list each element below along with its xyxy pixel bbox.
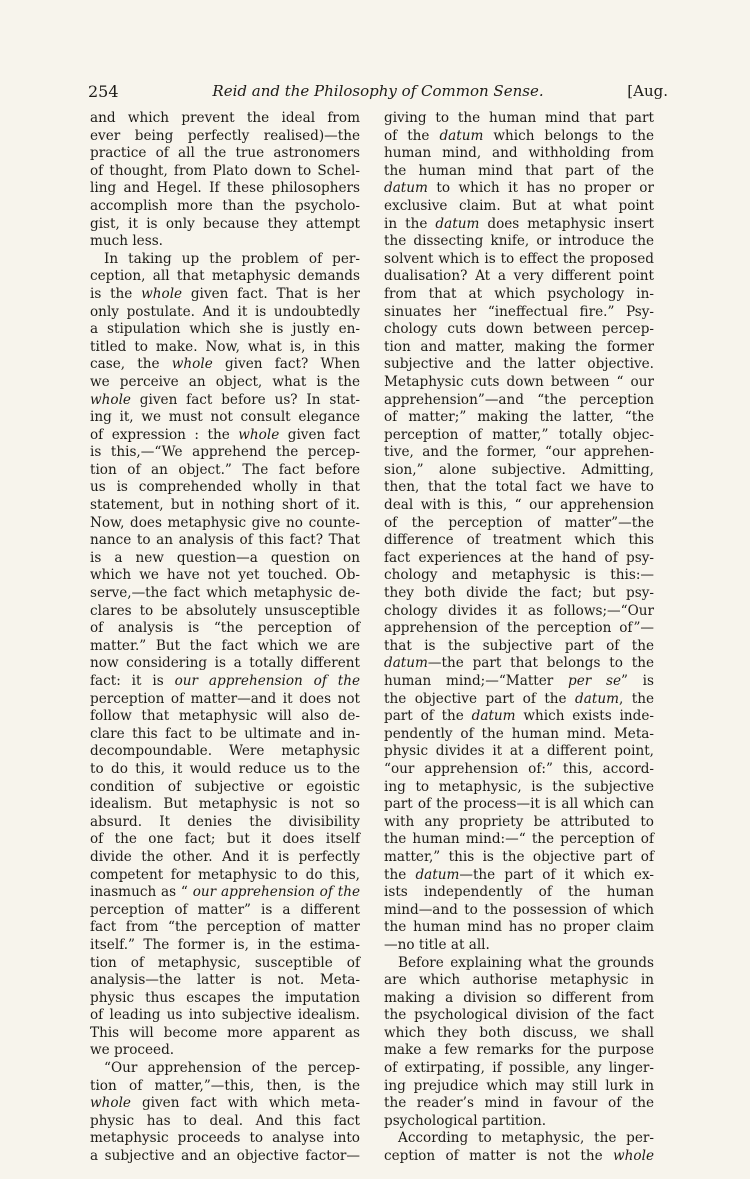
- text-line: —no title at all.: [384, 936, 490, 953]
- text-line: fact experiences at the hand of psy-: [384, 549, 654, 566]
- page-header: [88, 82, 668, 104]
- text-line: of leading us into subjective idealism.: [90, 1007, 360, 1024]
- text-line: giving to the human mind that part: [384, 110, 654, 126]
- text-line: fact from “the perception of matter: [90, 919, 360, 936]
- text-line: make a few remarks for the purpose: [384, 1042, 654, 1059]
- text-line: of extirpating, if possible, any linger-: [384, 1060, 654, 1077]
- text-line: “our apprehension of:” this, accord-: [384, 760, 654, 777]
- text-line: are which authorise metaphysic in: [384, 972, 654, 989]
- text-line: divide the other. And it is perfectly: [90, 848, 360, 865]
- text-line: part of the datum which exists inde-: [384, 708, 654, 725]
- text-line: apprehension of the perception of”—: [384, 620, 654, 637]
- text-line: a stipulation which she is justly en-: [90, 321, 360, 338]
- text-line: perception of matter,” totally objec-: [384, 426, 654, 443]
- text-line: dualisation? At a very different point: [384, 268, 654, 285]
- text-line: whole given fact before us? In stat-: [90, 391, 360, 408]
- text-line: which we have not yet touched. Ob-: [90, 567, 360, 584]
- text-line: solvent which is to effect the proposed: [384, 250, 654, 267]
- text-line: pendently of the human mind. Meta-: [384, 725, 654, 742]
- text-line: the human mind that part of the: [384, 162, 654, 179]
- text-line: much less.: [90, 233, 164, 250]
- text-line: metaphysic proceeds to analyse into: [90, 1130, 360, 1147]
- text-line: with any propriety be attributed to: [384, 813, 654, 830]
- text-line: from that at which psychology in-: [384, 285, 654, 302]
- text-line: the dissecting knife, or introduce the: [384, 233, 654, 250]
- text-line: “Our apprehension of the percep-: [104, 1060, 360, 1077]
- text-line: ever being perfectly realised)—the: [90, 127, 360, 144]
- text-line: human mind, and withholding from: [384, 145, 654, 162]
- text-line: is a new question—a question on: [90, 549, 360, 566]
- issue-month: [Aug.: [627, 82, 668, 100]
- text-line: chology divides it as follows;—“Our: [384, 602, 654, 619]
- text-line: analysis—the latter is not. Meta-: [90, 972, 360, 989]
- text-line: physic thus escapes the imputation: [90, 989, 360, 1006]
- text-line: tion of metaphysic, susceptible of: [90, 954, 360, 971]
- text-line: Before explaining what the grounds: [398, 954, 654, 971]
- text-line: tion of matter,”—this, then, is the: [90, 1077, 360, 1094]
- text-line: idealism. But metaphysic is not so: [90, 796, 360, 813]
- page-number: 254: [88, 82, 119, 101]
- text-line: ists independently of the human: [384, 884, 654, 901]
- text-line: human mind;—“Matter per se” is: [384, 673, 654, 689]
- text-line: physic divides it at a different point,: [384, 743, 654, 760]
- text-line: chology and metaphysic is this:—: [384, 567, 654, 584]
- text-line: ing it, we must not consult elegance: [90, 409, 360, 426]
- text-line: the reader’s mind in favour of the: [384, 1095, 654, 1112]
- text-line: of matter;” making the latter, “the: [384, 409, 654, 426]
- running-title: Reid and the Philosophy of Common Sense.: [212, 82, 544, 100]
- text-line: of the perception of matter”—the: [384, 514, 654, 531]
- text-line: Now, does metaphysic give no counte-: [90, 514, 360, 531]
- text-line: deal with is this, “ our apprehension: [384, 497, 654, 514]
- text-line: ception of matter is not the whole: [384, 1148, 654, 1165]
- text-line: is the whole given fact. That is her: [90, 285, 360, 302]
- text-line: perception of matter” is a different: [90, 901, 360, 918]
- text-line: perception of matter—and it does not: [90, 690, 360, 707]
- text-line: ception, all that metaphysic demands: [90, 268, 360, 285]
- text-line: ing prejudice which may still lurk in: [384, 1077, 654, 1094]
- text-line: itself.” The former is, in the estima-: [90, 936, 360, 953]
- text-line: of expression : the whole given fact: [90, 426, 360, 443]
- text-line: sinuates her “ineffectual fire.” Psy-: [384, 303, 654, 320]
- text-line: the human mind:—“ the perception of: [384, 831, 654, 848]
- text-line: clares to be absolutely unsusceptible: [90, 602, 360, 619]
- text-line: part of the process—it is all which can: [384, 796, 654, 813]
- text-line: of analysis is “the perception of: [90, 620, 360, 637]
- text-line: to do this, it would reduce us to the: [90, 760, 360, 777]
- text-line: clare this fact to be ultimate and in-: [90, 725, 360, 742]
- text-line: matter.” But the fact which we are: [90, 637, 360, 654]
- text-line: Metaphysic cuts down between “ our: [384, 373, 654, 390]
- text-line: of thought, from Plato down to Schel-: [90, 162, 360, 179]
- text-line: ing to metaphysic, is the subjective: [384, 778, 654, 795]
- text-line: datum to which it has no proper or: [384, 180, 654, 197]
- text-line: then, that the total fact we have to: [384, 479, 654, 496]
- text-line: nance to an analysis of this fact? That: [90, 532, 360, 549]
- text-line: tion of an object.” The fact before: [90, 461, 360, 478]
- text-line: condition of subjective or egoistic: [90, 778, 360, 795]
- text-line: decompoundable. Were metaphysic: [90, 743, 360, 760]
- text-line: According to metaphysic, the per-: [398, 1130, 654, 1147]
- left-column: [90, 110, 360, 1166]
- text-line: ling and Hegel. If these philosophers: [90, 180, 360, 197]
- text-line: of the datum which belongs to the: [384, 127, 654, 144]
- right-column: [384, 110, 654, 1166]
- text-line: psychological partition.: [384, 1112, 547, 1129]
- text-line: difference of treatment which this: [384, 532, 654, 549]
- text-line: fact: it is our apprehension of the: [90, 673, 361, 689]
- text-line: whole given fact with which meta-: [90, 1095, 360, 1112]
- text-line: datum—the part that belongs to the: [384, 655, 654, 672]
- text-line: inasmuch as “ our apprehension of the: [90, 884, 360, 901]
- text-line: serve,—the fact which metaphysic de-: [90, 585, 360, 602]
- text-line: subjective and the latter objective.: [384, 356, 654, 373]
- text-line: making a division so different from: [384, 989, 654, 1006]
- text-line: statement, but in nothing short of it.: [90, 497, 360, 514]
- text-line: we perceive an object, what is the: [90, 373, 360, 390]
- text-line: accomplish more than the psycholo-: [90, 197, 360, 214]
- text-line: case, the whole given fact? When: [90, 356, 360, 373]
- text-line: apprehension”—and “the perception: [384, 391, 654, 408]
- text-line: This will become more apparent as: [90, 1024, 360, 1041]
- text-line: physic has to deal. And this fact: [90, 1112, 360, 1129]
- text-line: chology cuts down between percep-: [384, 321, 654, 338]
- text-line: we proceed.: [90, 1042, 175, 1059]
- text-line: tion and matter, making the former: [384, 338, 654, 355]
- text-line: they both divide the fact; but psy-: [384, 585, 654, 602]
- text-line: us is comprehended wholly in that: [90, 479, 360, 496]
- text-line: the objective part of the datum, the: [384, 690, 654, 707]
- text-line: a subjective and an objective factor—: [90, 1148, 360, 1165]
- text-line: is this,—“We apprehend the percep-: [90, 444, 360, 461]
- text-line: in the datum does metaphysic insert: [384, 215, 654, 232]
- text-line: and which prevent the ideal from: [90, 110, 360, 126]
- text-line: that is the subjective part of the: [384, 637, 654, 654]
- text-line: absurd. It denies the divisibility: [90, 813, 360, 830]
- text-line: In taking up the problem of per-: [104, 250, 360, 267]
- text-line: exclusive claim. But at what point: [384, 197, 654, 214]
- text-line: practice of all the true astronomers: [90, 145, 360, 162]
- text-line: tive, and the former, “our apprehen-: [384, 444, 654, 461]
- text-line: only postulate. And it is undoubtedly: [90, 303, 360, 320]
- text-line: the datum—the part of it which ex-: [384, 866, 654, 883]
- text-line: sion,” alone subjective. Admitting,: [384, 461, 654, 478]
- text-line: competent for metaphysic to do this,: [90, 866, 360, 883]
- text-line: of the one fact; but it does itself: [90, 831, 360, 848]
- text-line: which they both discuss, we shall: [384, 1024, 654, 1041]
- text-line: gist, it is only because they attempt: [90, 215, 360, 232]
- text-line: matter,” this is the objective part of: [384, 848, 654, 865]
- text-line: mind—and to the possession of which: [384, 901, 654, 918]
- text-line: follow that metaphysic will also de-: [90, 708, 360, 725]
- text-line: the human mind has no proper claim: [384, 919, 654, 936]
- text-line: titled to make. Now, what is, in this: [90, 338, 360, 355]
- text-line: the psychological division of the fact: [384, 1007, 654, 1024]
- text-line: now considering is a totally different: [90, 655, 360, 672]
